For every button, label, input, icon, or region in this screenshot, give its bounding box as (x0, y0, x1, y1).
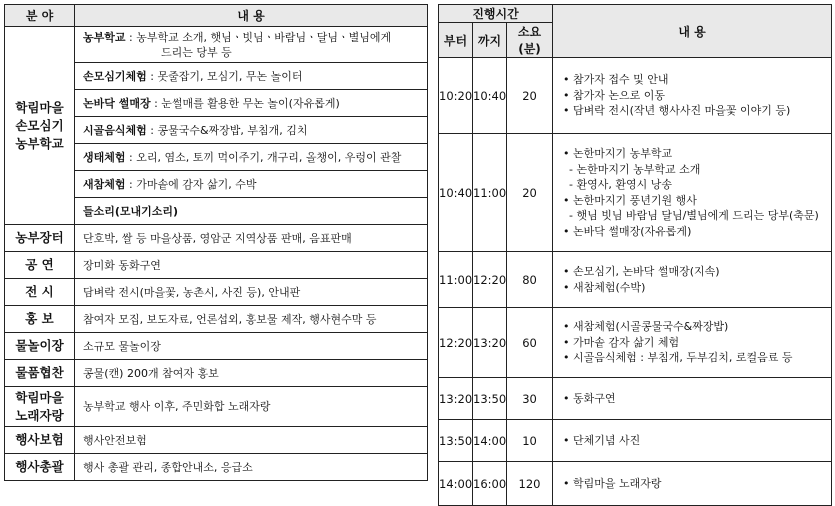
header-time: 진행시간 (439, 5, 553, 23)
row-title: 생태체험 (83, 150, 126, 164)
program-row (75, 198, 428, 225)
schedule-row (439, 252, 832, 308)
time-from: 13:20 (439, 378, 473, 420)
category-cell: 행사총괄 (5, 454, 75, 481)
program-row (75, 27, 428, 63)
header-schedule-content: 내 용 (553, 5, 832, 58)
category-text: 농부학교 행사 이후, 주민화합 노래자랑 (75, 387, 428, 427)
schedule-item: • 손모심기, 논바닥 썰매장(지속) (563, 265, 720, 278)
schedule-row (439, 134, 832, 252)
duration: 20 (507, 134, 553, 252)
header-from: 부터 (439, 23, 473, 58)
schedule-item: • 참가자 논으로 이동 (563, 88, 666, 102)
category-cell: 공 연 (5, 252, 75, 279)
schedule-item: • 가마솥 감자 삶기 체험 (563, 335, 680, 349)
schedule-content (553, 308, 832, 378)
time-from: 12:20 (439, 308, 473, 378)
row-title: 손모심기체험 (83, 69, 147, 83)
header-content: 내 용 (75, 5, 428, 27)
category-cell: 홍 보 (5, 306, 75, 333)
row-title: 논바닥 썰매장 (83, 96, 151, 110)
schedule-item: • 단체기념 사진 (563, 433, 641, 447)
schedule-subitem: - 햇님 빗님 바람님 달님/별님에게 드리는 당부(축문) (569, 209, 819, 222)
time-to: 12:20 (473, 252, 507, 308)
program-row (75, 171, 428, 198)
schedule-item: • 담벼락 전시(작년 행사사진 마을꽃 이야기 등) (563, 104, 791, 118)
row-title: 들소리(모내기소리) (83, 204, 179, 218)
time-to: 13:20 (473, 308, 507, 378)
program-table (4, 4, 428, 481)
category-text: 콩물(캔) 200개 참여자 홍보 (75, 360, 428, 387)
category-cell: 학림마을 손모심기 농부학교 (5, 27, 75, 225)
time-to: 14:00 (473, 420, 507, 462)
schedule-subitem: - 환영사, 환영시 낭송 (569, 178, 672, 191)
row-text: : 콩물국수&짜장밥, 부침개, 김치 (150, 123, 308, 137)
time-from: 14:00 (439, 462, 473, 506)
schedule-item: • 동화구연 (563, 391, 616, 405)
time-from: 10:40 (439, 134, 473, 252)
duration: 60 (507, 308, 553, 378)
row-text: : 오리, 염소, 토끼 먹이주기, 개구리, 올챙이, 우렁이 관찰 (129, 150, 402, 164)
time-from: 13:50 (439, 420, 473, 462)
schedule-item: • 논한마지기 풍년기원 행사 (563, 193, 697, 207)
schedule-content (553, 58, 832, 134)
row-text: : 눈썰매를 활용한 무논 놀이(자유롭게) (154, 96, 340, 110)
duration: 120 (507, 462, 553, 506)
category-cell: 물품협찬 (5, 360, 75, 387)
program-row (75, 90, 428, 117)
row-text: : 가마솥에 감자 삶기, 수박 (129, 177, 257, 191)
schedule-content (553, 252, 832, 308)
category-text: 행사 총괄 관리, 종합안내소, 응급소 (75, 454, 428, 481)
time-to: 11:00 (473, 134, 507, 252)
row-text-cont: 드리는 당부 등 (161, 45, 232, 59)
schedule-content (553, 134, 832, 252)
duration: 80 (507, 252, 553, 308)
schedule-item: • 논바닥 썰매장(자유롭게) (563, 224, 692, 238)
header-category: 분 야 (5, 5, 75, 27)
category-text: 참여자 모집, 보도자료, 언론섭외, 홍보물 제작, 행사현수막 등 (75, 306, 428, 333)
row-text: : 못줄잡기, 모심기, 무논 놀이터 (150, 69, 303, 83)
row-title: 새참체험 (83, 177, 126, 191)
header-to: 까지 (473, 23, 507, 58)
schedule-table (438, 4, 832, 506)
duration: 10 (507, 420, 553, 462)
category-text: 행사안전보험 (75, 427, 428, 454)
schedule-row (439, 462, 832, 506)
program-row (75, 63, 428, 90)
schedule-item: • 새참체험(수박) (563, 280, 646, 294)
program-row (75, 144, 428, 171)
duration: 30 (507, 378, 553, 420)
schedule-row (439, 58, 832, 134)
row-text: : 농부학교 소개, 햇님ㆍ빗님ㆍ바람님ㆍ달님ㆍ별님에게 (129, 30, 392, 44)
schedule-item: • 논한마지기 농부학교 (563, 147, 673, 160)
schedule-item: • 새참체험(시골콩물국수&짜장밥) (563, 320, 729, 334)
row-title: 시골음식체험 (83, 123, 147, 137)
schedule-content (553, 420, 832, 462)
row-title: 농부학교 (83, 30, 126, 44)
schedule-subitem: - 논한마지기 농부학교 소개 (569, 162, 701, 176)
category-text: 단호박, 쌀 등 마을상품, 영암군 지역상품 판매, 음표판매 (75, 225, 428, 252)
time-to: 13:50 (473, 378, 507, 420)
time-to: 10:40 (473, 58, 507, 134)
category-cell: 농부장터 (5, 225, 75, 252)
schedule-row (439, 420, 832, 462)
category-cell: 학림마을 노래자랑 (5, 387, 75, 427)
category-cell: 물놀이장 (5, 333, 75, 360)
category-cell: 행사보험 (5, 427, 75, 454)
schedule-item: • 시골음식체험 : 부침개, 두부김치, 로컬음료 등 (563, 351, 793, 365)
category-text: 담벼락 전시(마을꽃, 농촌시, 사진 등), 안내판 (75, 279, 428, 306)
schedule-content (553, 462, 832, 506)
schedule-content (553, 378, 832, 420)
time-from: 10:20 (439, 58, 473, 134)
time-to: 16:00 (473, 462, 507, 506)
schedule-item: • 학림마을 노래자랑 (563, 476, 662, 490)
program-row (75, 117, 428, 144)
header-duration: 소요(분) (507, 23, 553, 58)
schedule-item: • 참가자 접수 및 안내 (563, 73, 669, 87)
schedule-row (439, 378, 832, 420)
schedule-row (439, 308, 832, 378)
duration: 20 (507, 58, 553, 134)
category-text: 소규모 물놀이장 (75, 333, 428, 360)
category-text: 장미화 동화구연 (75, 252, 428, 279)
time-from: 11:00 (439, 252, 473, 308)
category-cell: 전 시 (5, 279, 75, 306)
